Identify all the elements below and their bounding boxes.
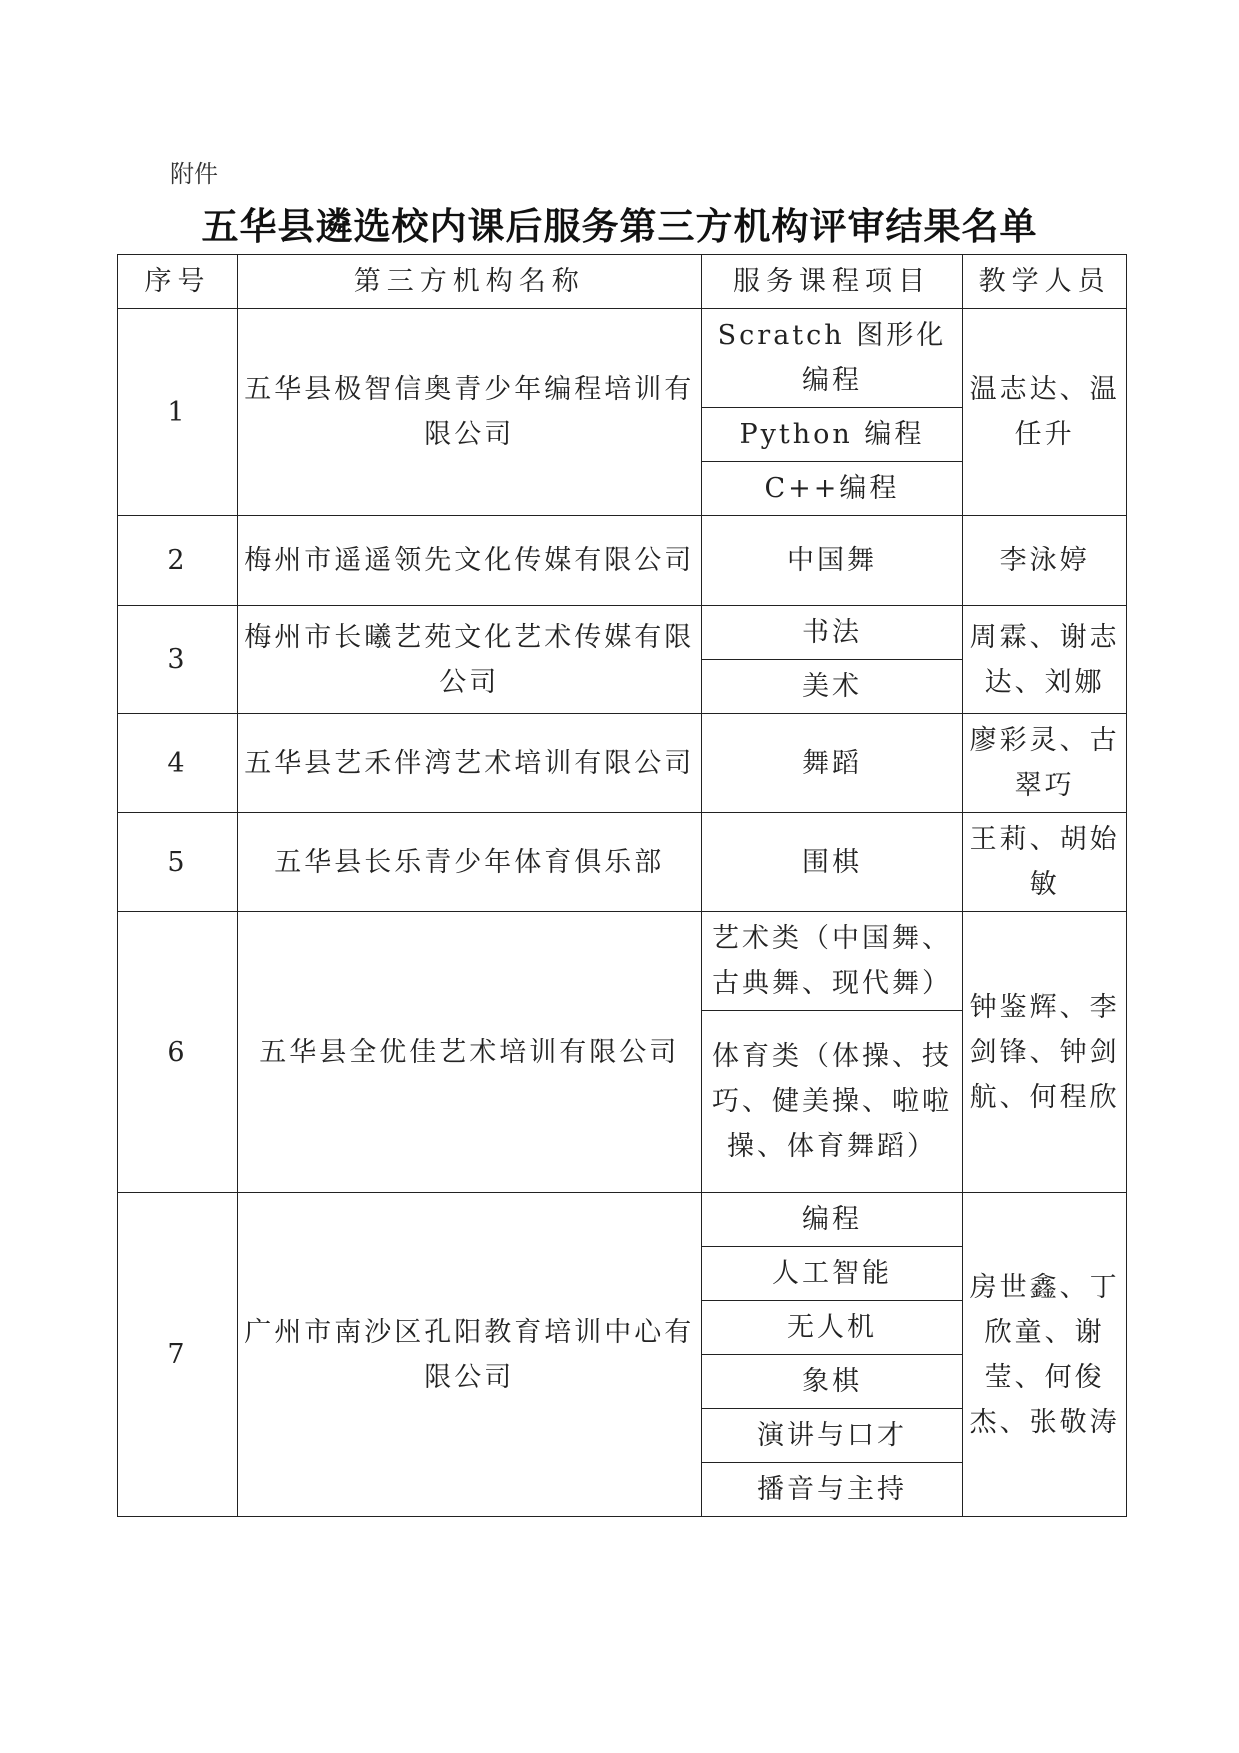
course-item: 围棋 xyxy=(701,813,963,912)
teacher-list: 王莉、胡始敏 xyxy=(963,813,1127,912)
row-seq: 3 xyxy=(118,606,238,714)
row-seq: 4 xyxy=(118,714,238,813)
course-item: 艺术类（中国舞、古典舞、现代舞） xyxy=(701,912,963,1011)
course-item: 演讲与口才 xyxy=(701,1409,963,1463)
teacher-list: 廖彩灵、古翠巧 xyxy=(963,714,1127,813)
header-course: 服务课程项目 xyxy=(701,255,963,309)
header-row xyxy=(118,255,1127,309)
course-item: 象棋 xyxy=(701,1355,963,1409)
course-item: 无人机 xyxy=(701,1301,963,1355)
org-name: 五华县极智信奥青少年编程培训有限公司 xyxy=(237,309,701,516)
teacher-list: 周霖、谢志达、刘娜 xyxy=(963,606,1127,714)
org-name: 梅州市长曦艺苑文化艺术传媒有限公司 xyxy=(237,606,701,714)
course-item: 体育类（体操、技巧、健美操、啦啦操、体育舞蹈） xyxy=(701,1011,963,1193)
row-seq: 2 xyxy=(118,516,238,606)
course-item: Scratch 图形化编程 xyxy=(701,309,963,408)
table-row xyxy=(118,912,1127,1011)
teacher-list: 温志达、温任升 xyxy=(963,309,1127,516)
row-seq: 1 xyxy=(118,309,238,516)
teacher-list: 钟鉴辉、李剑锋、钟剑航、何程欣 xyxy=(963,912,1127,1193)
org-name: 五华县艺禾伴湾艺术培训有限公司 xyxy=(237,714,701,813)
header-seq: 序号 xyxy=(118,255,238,309)
row-seq: 6 xyxy=(118,912,238,1193)
header-org: 第三方机构名称 xyxy=(237,255,701,309)
course-item: 舞蹈 xyxy=(701,714,963,813)
row-seq: 7 xyxy=(118,1193,238,1517)
course-item: 播音与主持 xyxy=(701,1463,963,1517)
org-name: 广州市南沙区孔阳教育培训中心有限公司 xyxy=(237,1193,701,1517)
course-item: 书法 xyxy=(701,606,963,660)
table-row xyxy=(118,813,1127,912)
course-item: 编程 xyxy=(701,1193,963,1247)
course-item: 人工智能 xyxy=(701,1247,963,1301)
course-item: C++编程 xyxy=(701,462,963,516)
teacher-list: 房世鑫、丁欣童、谢莹、何俊杰、张敬涛 xyxy=(963,1193,1127,1517)
table-row xyxy=(118,309,1127,408)
table-row xyxy=(118,516,1127,606)
course-item: 中国舞 xyxy=(701,516,963,606)
attachment-label: 附件 xyxy=(170,160,218,188)
course-item: 美术 xyxy=(701,660,963,714)
table-row xyxy=(118,1193,1127,1247)
org-name: 五华县长乐青少年体育俱乐部 xyxy=(237,813,701,912)
course-item: Python 编程 xyxy=(701,408,963,462)
org-name: 梅州市遥遥领先文化传媒有限公司 xyxy=(237,516,701,606)
teacher-list: 李泳婷 xyxy=(963,516,1127,606)
table-row xyxy=(118,714,1127,813)
header-teacher: 教学人员 xyxy=(963,255,1127,309)
table-row xyxy=(118,606,1127,660)
org-name: 五华县全优佳艺术培训有限公司 xyxy=(237,912,701,1193)
results-table xyxy=(117,254,1127,1517)
row-seq: 5 xyxy=(118,813,238,912)
document-title: 五华县遴选校内课后服务第三方机构评审结果名单 xyxy=(201,204,1038,248)
